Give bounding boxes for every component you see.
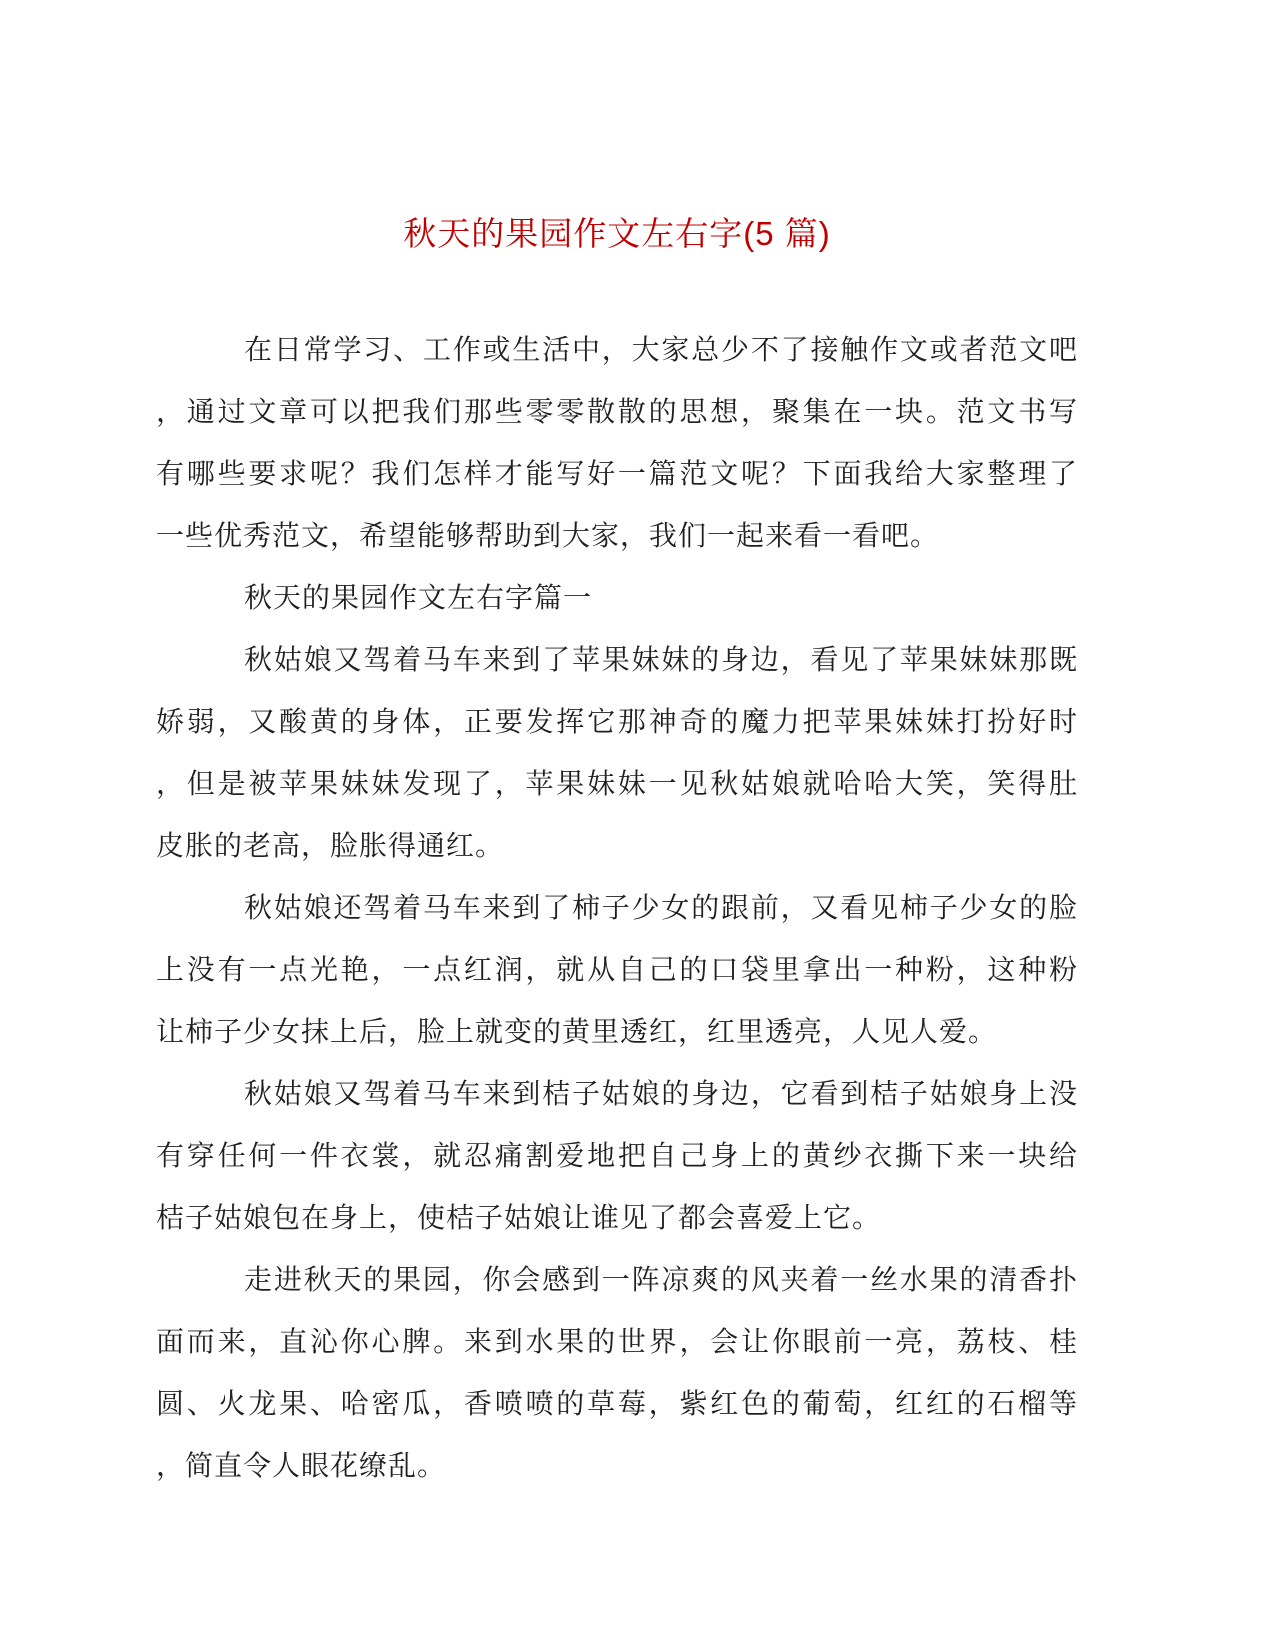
document-body [156,320,1078,1498]
paragraph-tangerine [156,1064,1078,1250]
text-line: ，简直令人眼花缭乱。 [156,1451,447,1482]
text-line: 秋姑娘还驾着马车来到了柿子少女的跟前，又看见柿子少女的脸 [244,893,1078,924]
paragraph-persimmon [156,878,1078,1064]
text-line: 在日常学习、工作或生活中，大家总少不了接触作文或者范文吧 [244,335,1078,366]
text-line: 皮胀的老高，脸胀得通红。 [156,831,505,862]
paragraph-section-heading [156,568,1078,630]
text-line: 有穿任何一件衣裳，就忍痛割爱地把自己身上的黄纱衣撕下来一块给 [156,1141,1078,1172]
text-line: 面而来，直沁你心脾。来到水果的世界，会让你眼前一亮，荔枝、桂 [156,1327,1078,1358]
text-line: 一些优秀范文，希望能够帮助到大家，我们一起来看一看吧。 [156,521,940,552]
text-line: 上没有一点光艳，一点红润，就从自己的口袋里拿出一种粉，这种粉 [156,955,1078,986]
text-line: 圆、火龙果、哈密瓜，香喷喷的草莓，紫红色的葡萄，红红的石榴等 [156,1389,1078,1420]
paragraph-intro [156,320,1078,568]
text-line: 有哪些要求呢？我们怎样才能写好一篇范文呢？下面我给大家整理了 [156,459,1078,490]
text-line: ，但是被苹果妹妹发现了，苹果妹妹一见秋姑娘就哈哈大笑，笑得肚 [156,769,1078,800]
document-title: 秋天的果园作文左右字(5 篇) [403,215,831,252]
paragraph-orchard [156,1250,1078,1498]
text-line: 秋天的果园作文左右字篇一 [244,583,593,614]
paragraph-apple [156,630,1078,878]
text-line: 桔子姑娘包在身上，使桔子姑娘让谁见了都会喜爱上它。 [156,1203,882,1234]
text-line: 秋姑娘又驾着马车来到了苹果妹妹的身边，看见了苹果妹妹那既 [244,645,1078,676]
text-line: 让柿子少女抹上后，脸上就变的黄里透红，红里透亮，人见人爱。 [156,1017,998,1048]
text-line: 秋姑娘又驾着马车来到桔子姑娘的身边，它看到桔子姑娘身上没 [244,1079,1078,1110]
text-line: ，通过文章可以把我们那些零零散散的思想，聚集在一块。范文书写 [156,397,1078,428]
text-line: 走进秋天的果园，你会感到一阵凉爽的风夹着一丝水果的清香扑 [244,1265,1078,1296]
text-line: 娇弱，又酸黄的身体，正要发挥它那神奇的魔力把苹果妹妹打扮好时 [156,707,1078,738]
